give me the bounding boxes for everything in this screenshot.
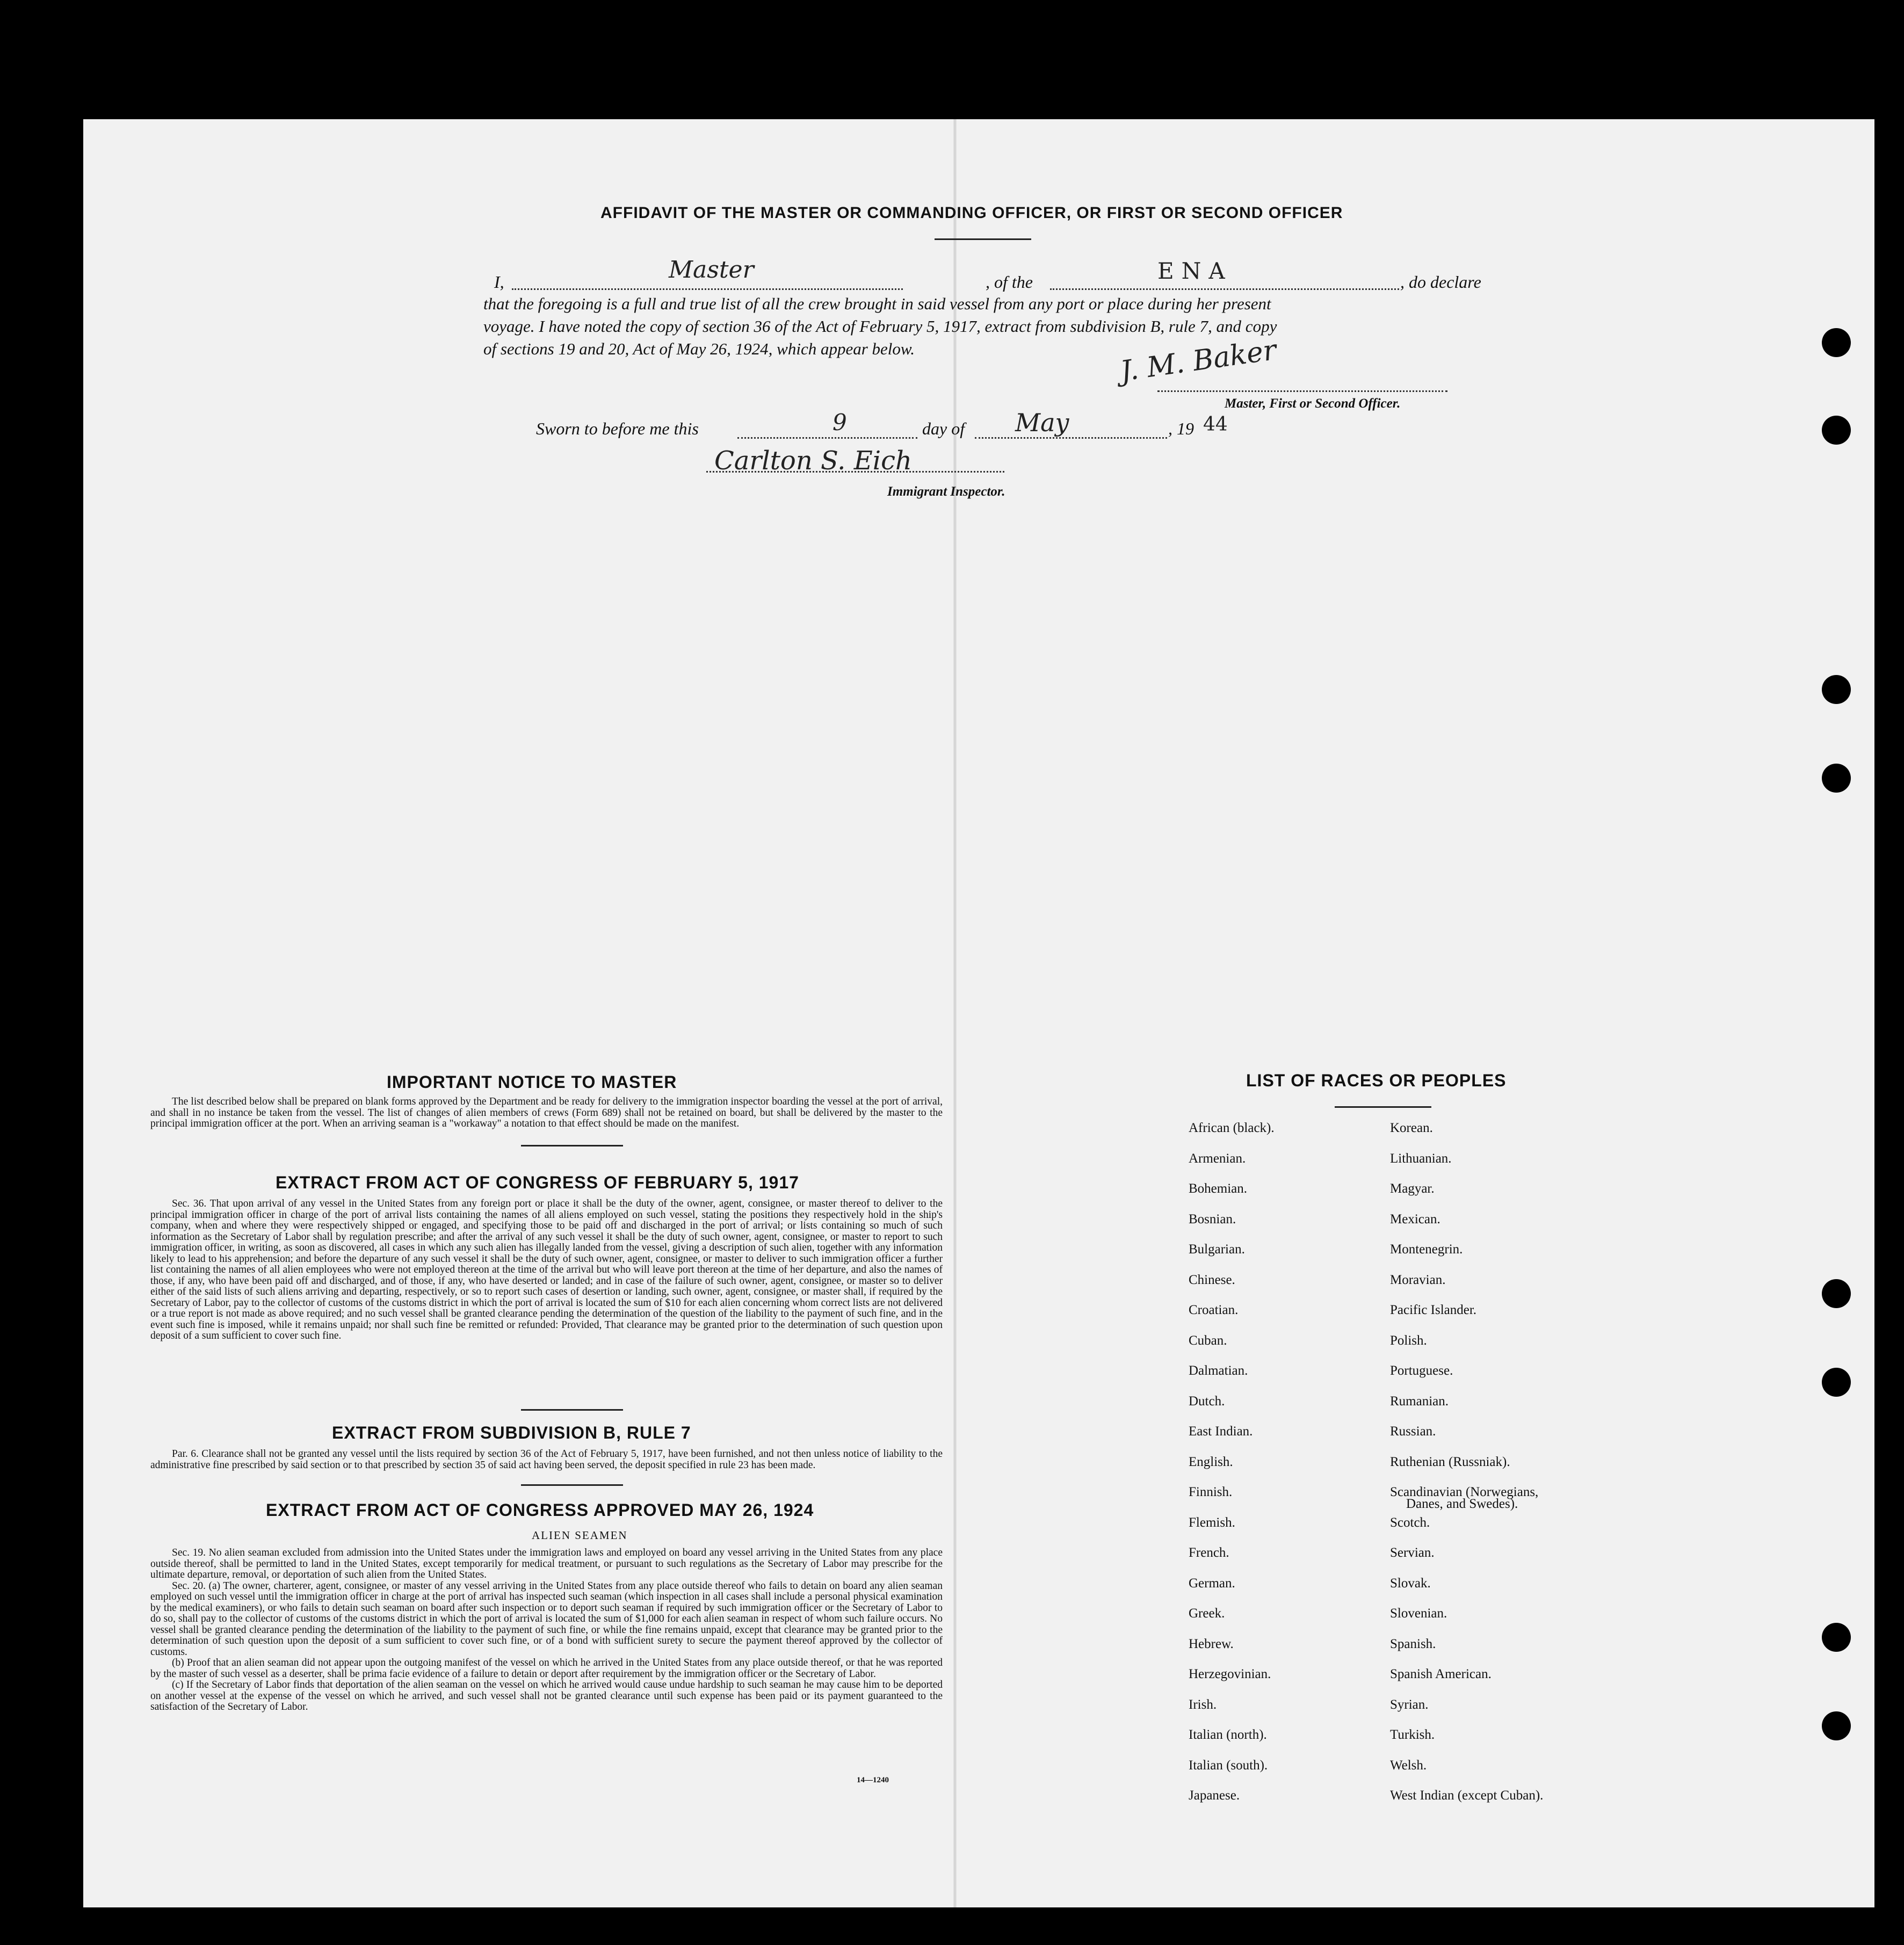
races-underline xyxy=(1335,1106,1431,1108)
race-item: Armenian. xyxy=(1189,1151,1246,1166)
title-underline xyxy=(935,238,1031,240)
race-item: East Indian. xyxy=(1189,1424,1253,1439)
race-item: Mexican. xyxy=(1390,1211,1440,1226)
year-prefix: , 19 xyxy=(1168,419,1194,438)
form-number: 14—1240 xyxy=(857,1776,889,1784)
officer-signature: J. M. Baker xyxy=(1118,333,1279,388)
race-item: Rumanian. xyxy=(1390,1394,1449,1409)
officer-signature-line xyxy=(1157,374,1447,392)
race-item: Irish. xyxy=(1189,1697,1217,1712)
race-item: Montenegrin. xyxy=(1390,1242,1463,1257)
punch-hole xyxy=(1822,1279,1851,1308)
race-item: Herzegovinian. xyxy=(1189,1667,1271,1681)
year-value: 44 xyxy=(1203,413,1228,436)
punch-hole xyxy=(1822,1711,1851,1740)
race-item: Chinese. xyxy=(1189,1272,1235,1287)
race-item: Turkish. xyxy=(1390,1728,1435,1742)
notice-title: IMPORTANT NOTICE TO MASTER xyxy=(387,1072,677,1092)
race-item: English. xyxy=(1189,1454,1233,1469)
subdivision-divider xyxy=(521,1484,623,1486)
extract-1924-title: EXTRACT FROM ACT OF CONGRESS APPROVED MAY 26, 1924 xyxy=(266,1500,814,1520)
race-item: Lithuanian. xyxy=(1390,1151,1452,1166)
center-fold xyxy=(953,119,957,1907)
month-field-line xyxy=(975,421,1167,439)
races-title: LIST OF RACES OR PEOPLES xyxy=(1246,1071,1507,1090)
inspector-label: Immigrant Inspector. xyxy=(887,484,1005,499)
sec20c-text: (c) If the Secretary of Labor finds that deportation of the alien seaman on the vessel on which he arrived would cause undue hardship to such seaman he may cause him to be deported on another vessel at the expense of the vessel on which he arrived, and such vessel shall not be granted clearance until such expense has been paid or its payment guaranteed to the satisfaction of the Secretary of Labor. xyxy=(150,1679,943,1712)
affidavit-body-line2: voyage. I have noted the copy of section 36 of the Act of February 5, 1917, extract from subdivision B, rule 7, and copy xyxy=(483,317,1277,336)
notice-text: The list described below shall be prepared on blank forms approved by the Department and be ready for delivery to the immigration inspector boarding the vessel at the port of arrival, and shall in no instance be taken from the vessel. The list of changes of alien members of crews (Form 689) shall not be retained on board, but shall be delivered by the master to the principal immigration officer at the port. When an arriving seaman is a "workaway" a notation to that effect should be made on the manifest. xyxy=(150,1096,943,1129)
race-item: Bosnian. xyxy=(1189,1211,1236,1226)
race-item: Dutch. xyxy=(1189,1394,1225,1409)
race-item: Croatian. xyxy=(1189,1303,1239,1317)
race-item: Polish. xyxy=(1390,1333,1427,1348)
punch-hole xyxy=(1822,328,1851,357)
race-item: Bohemian. xyxy=(1189,1181,1248,1196)
affidavit-body-line1: that the foregoing is a full and true list of all the crew brought in said vessel from any port or place during her present xyxy=(483,294,1271,313)
race-item: Scotch. xyxy=(1390,1515,1430,1530)
sec19-text: Sec. 19. No alien seaman excluded from admission into the United States under the immigration laws and employed on board any vessel arriving in the United States from any place outside thereof, shall be permitted to land in the United States, except temporarily for medical treatment, or pursuant to such regulations as the Secretary of Labor may prescribe for the ultimate departure, removal, or deportation of such alien from the United States. xyxy=(150,1547,943,1580)
i-label: I, xyxy=(494,272,504,292)
race-item: French. xyxy=(1189,1545,1229,1560)
extract-1917-text: Sec. 36. That upon arrival of any vessel in the United States from any foreign port or place it shall be the duty of the owner, agent, consignee, or master thereof to deliver to the principal immigration officer in charge of the port of arrival lists containing the names of all aliens employed on such vessel, stating the positions they respectively hold in the ship's company, when and where they were respectively shipped or engaged, and specifying those to be paid off and discharged in the port of arrival; or lists containing so much of such information as the Secretary of Labor shall by regulation prescribe; and after the arrival of any such vessel it shall be the duty of such owner, agent, consignee, or master to report to such immigration officer, in writing, as soon as discovered, all cases in which any such alien has illegally landed from the vessel, giving a description of such alien, together with any information likely to lead to his apprehension; and before the departure of any such vessel it shall be the duty of such owner, agent, consignee, or master to deliver to such immigration officer a further list containing the names of all alien employees who were not employed thereon at the time of the arrival but who will leave port thereon at the time of her departure, and also the names of those, if any, who have been paid off and discharged, and of those, if any, who have deserted or landed; and in case of the failure of such owner, agent, consignee, or master so to deliver either of the said lists of such aliens arriving and departing, respectively, or so to report such cases of desertion or landing, such owner, agent, consignee, or master shall, if required by the Secretary of Labor, pay to the collector of customs of the customs district in which the port of arrival is located the sum of $10 for each alien concerning whom correct lists are not delivered or a true report is not made as above required; and no such vessel shall be granted clearance pending the determination of the question of the liability to the payment of such fine, and in the event such fine is imposed, while it remains unpaid; nor shall such fine be remitted or refunded: Provided, That clearance may be granted prior to the determination of such question upon deposit of a sum sufficient to cover such fine. xyxy=(150,1198,943,1341)
race-item: Slovak. xyxy=(1390,1576,1431,1591)
subdivision-title: EXTRACT FROM SUBDIVISION B, RULE 7 xyxy=(332,1423,691,1442)
punch-hole xyxy=(1822,1368,1851,1397)
race-item: German. xyxy=(1189,1576,1235,1591)
sec20b-text: (b) Proof that an alien seaman did not appear upon the outgoing manifest of the vessel on which he arrived in the United States from any place outside thereof, or that he was reported by the master of such vessel as a deserter, shall be prima facie evidence of a failure to detain or deport after requirement by the immigration officer or the Secretary of Labor. xyxy=(150,1657,943,1680)
extract-1924-body xyxy=(150,1548,943,1713)
day-value: 9 xyxy=(832,409,847,436)
punch-hole xyxy=(1822,764,1851,793)
affidavit-title: AFFIDAVIT OF THE MASTER OR COMMANDING OFFICER, OR FIRST OR SECOND OFFICER xyxy=(600,204,1343,222)
officer-label: Master, First or Second Officer. xyxy=(1225,396,1401,411)
race-item: Welsh. xyxy=(1390,1758,1427,1773)
punch-hole xyxy=(1822,416,1851,445)
race-item: West Indian (except Cuban). xyxy=(1390,1788,1544,1803)
race-item: Syrian. xyxy=(1390,1697,1429,1712)
race-item: Hebrew. xyxy=(1189,1636,1234,1651)
race-item: Ruthenian (Russniak). xyxy=(1390,1454,1510,1469)
race-item: Finnish. xyxy=(1189,1485,1233,1499)
subdivision-text: Par. 6. Clearance shall not be granted any vessel until the lists required by section 36 of the Act of February 5, 1917, have been furnished, and not then unless notice of liability to the administrative fine prescribed by said section or to that prescribed by section 35 of said act having been served, the deposit specified in rule 23 has been made. xyxy=(150,1448,943,1471)
extract-1924-subtitle: ALIEN SEAMEN xyxy=(532,1529,628,1542)
day-of-label: day of xyxy=(922,419,965,438)
day-field-line xyxy=(737,421,917,439)
race-item: Moravian. xyxy=(1390,1272,1446,1287)
race-item: Italian (north). xyxy=(1189,1728,1267,1742)
race-item: Slovenian. xyxy=(1390,1606,1447,1621)
sworn-label: Sworn to before me this xyxy=(536,419,699,438)
race-item: Dalmatian. xyxy=(1189,1363,1248,1378)
do-declare-label: , do declare xyxy=(1400,272,1481,292)
race-item: African (black). xyxy=(1189,1121,1275,1135)
race-item: Servian. xyxy=(1390,1545,1435,1560)
inspector-signature-line xyxy=(706,455,1004,473)
extract-1917-divider xyxy=(521,1409,623,1411)
sec20a-text: Sec. 20. (a) The owner, charterer, agent, consignee, or master of any vessel arriving in the United States from any place outside thereof who fails to detain on board any alien seaman employed on such vessel until the immigration officer in charge at the port of arrival has inspected such seaman (which inspection in all cases shall include a personal physical examination by the medical examiners), or who fails to detain such seaman on board after such inspection or to deport such seaman if required by such immigration officer or the Secretary of Labor to do so, shall pay to the collector of customs of the customs district in which the port of arrival is located the sum of $1,000 for each alien seaman in respect of whom such failure occurs. No vessel shall be granted clearance pending the determination of the liability to the payment of such fine, or while the fine remains unpaid, except that clearance may be granted prior to the determination of such question upon the deposit of a sum sufficient to cover such fine, or of a bond with sufficient surety to secure the payment thereof approved by the collector of customs. xyxy=(150,1580,943,1658)
race-item: Italian (south). xyxy=(1189,1758,1268,1773)
inspector-signature: Carlton S. Eich xyxy=(714,446,912,476)
notice-divider xyxy=(521,1145,623,1146)
race-item: Pacific Islander. xyxy=(1390,1303,1477,1317)
race-item: Greek. xyxy=(1189,1606,1225,1621)
race-item: Russian. xyxy=(1390,1424,1436,1439)
extract-1917-title: EXTRACT FROM ACT OF CONGRESS OF FEBRUARY 5, 1917 xyxy=(276,1173,799,1192)
race-item: Magyar. xyxy=(1390,1181,1435,1196)
punch-hole xyxy=(1822,1623,1851,1652)
document-sheet xyxy=(83,119,1874,1907)
month-value: May xyxy=(1015,408,1069,437)
punch-hole xyxy=(1822,675,1851,704)
race-item: Bulgarian. xyxy=(1189,1242,1245,1257)
race-item: Korean. xyxy=(1390,1121,1433,1135)
race-item: Cuban. xyxy=(1189,1333,1227,1348)
vessel-value: ENA xyxy=(1157,258,1233,284)
race-item: Scandinavian (Norwegians, xyxy=(1390,1485,1539,1499)
race-scandinavian-cont: Danes, and Swedes). xyxy=(1406,1497,1518,1511)
race-item: Spanish. xyxy=(1390,1636,1436,1651)
of-the-label: , of the xyxy=(986,272,1033,292)
race-item: Spanish American. xyxy=(1390,1667,1492,1681)
race-item: Flemish. xyxy=(1189,1515,1235,1530)
race-item: Portuguese. xyxy=(1390,1363,1453,1378)
master-value: Master xyxy=(669,256,754,284)
affidavit-body-line3: of sections 19 and 20, Act of May 26, 1924, which appear below. xyxy=(483,339,915,358)
race-item: Japanese. xyxy=(1189,1788,1240,1803)
